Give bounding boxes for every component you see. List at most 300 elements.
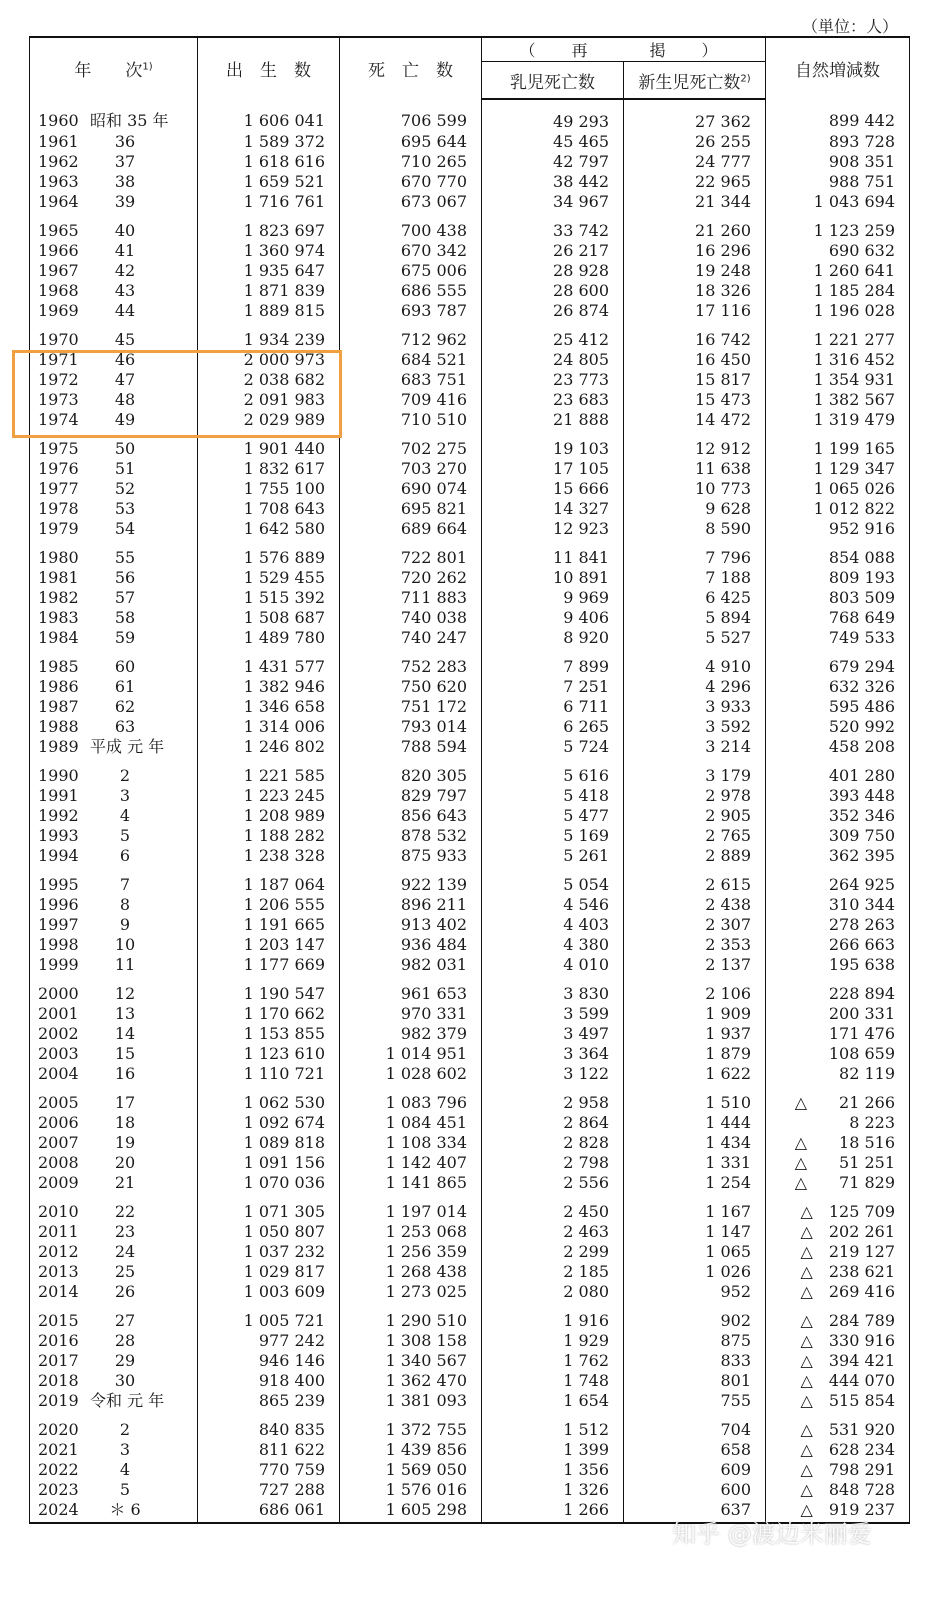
year-era: 3 bbox=[119, 786, 131, 805]
births-cell: 1 489 780 bbox=[198, 628, 340, 648]
deaths-cell: 1 362 470 bbox=[340, 1371, 482, 1391]
year-cell bbox=[30, 350, 198, 370]
year-ad: 1985 bbox=[38, 657, 79, 676]
year-ad: 1961 bbox=[38, 132, 79, 151]
births-cell: 1 606 041 bbox=[198, 99, 340, 132]
infant-deaths-cell: 4 010 bbox=[482, 955, 624, 975]
neonatal-deaths-cell: 2 353 bbox=[624, 935, 766, 955]
year-ad: 1973 bbox=[38, 390, 79, 409]
births-cell: 977 242 bbox=[198, 1331, 340, 1351]
natural-change-cell: 171 476 bbox=[766, 1024, 910, 1044]
natural-change-cell: 195 638 bbox=[766, 955, 910, 975]
year-cell bbox=[30, 955, 198, 975]
births-cell: 1 029 817 bbox=[198, 1262, 340, 1282]
natural-change-cell: △ 18 516 bbox=[766, 1133, 910, 1153]
year-cell bbox=[30, 1113, 198, 1133]
year-cell bbox=[30, 1173, 198, 1193]
infant-deaths-cell: 4 546 bbox=[482, 895, 624, 915]
year-ad: 1975 bbox=[38, 439, 79, 458]
births-cell: 1 716 761 bbox=[198, 192, 340, 212]
neonatal-deaths-cell: 16 450 bbox=[624, 350, 766, 370]
year-era: 41 bbox=[114, 241, 136, 260]
year-cell bbox=[30, 1262, 198, 1282]
year-era: 39 bbox=[114, 192, 136, 211]
year-era: ＊ 6 bbox=[109, 1500, 141, 1519]
infant-deaths-cell: 34 967 bbox=[482, 192, 624, 212]
header-births: 出 生 数 bbox=[198, 37, 340, 99]
year-ad: 1998 bbox=[38, 935, 79, 954]
table-row bbox=[30, 1302, 910, 1331]
infant-deaths-cell: 23 773 bbox=[482, 370, 624, 390]
natural-change-cell: 278 263 bbox=[766, 915, 910, 935]
year-cell bbox=[30, 826, 198, 846]
deaths-cell: 1 084 451 bbox=[340, 1113, 482, 1133]
neonatal-deaths-cell: 3 179 bbox=[624, 757, 766, 786]
year-cell bbox=[30, 717, 198, 737]
infant-deaths-cell: 5 169 bbox=[482, 826, 624, 846]
births-cell: 811 622 bbox=[198, 1440, 340, 1460]
deaths-cell: 722 801 bbox=[340, 539, 482, 568]
year-cell bbox=[30, 410, 198, 430]
year-ad: 2009 bbox=[38, 1173, 79, 1192]
infant-deaths-cell: 5 616 bbox=[482, 757, 624, 786]
natural-change-cell: 458 208 bbox=[766, 737, 910, 757]
deaths-cell: 1 381 093 bbox=[340, 1391, 482, 1411]
births-cell: 2 000 973 bbox=[198, 350, 340, 370]
natural-change-cell: 401 280 bbox=[766, 757, 910, 786]
year-cell bbox=[30, 1222, 198, 1242]
year-cell bbox=[30, 261, 198, 281]
births-cell: 1 576 889 bbox=[198, 539, 340, 568]
year-era: 62 bbox=[114, 697, 136, 716]
deaths-cell: 711 883 bbox=[340, 588, 482, 608]
infant-deaths-cell: 19 103 bbox=[482, 430, 624, 459]
infant-deaths-cell: 5 477 bbox=[482, 806, 624, 826]
year-era: 14 bbox=[114, 1024, 136, 1043]
births-cell: 1 642 580 bbox=[198, 519, 340, 539]
infant-deaths-cell: 3 122 bbox=[482, 1064, 624, 1084]
table-row bbox=[30, 1173, 910, 1193]
deaths-cell: 1 014 951 bbox=[340, 1044, 482, 1064]
neonatal-deaths-cell: 21 344 bbox=[624, 192, 766, 212]
year-cell bbox=[30, 1193, 198, 1222]
natural-change-cell: 1 221 277 bbox=[766, 321, 910, 350]
year-era: 43 bbox=[114, 281, 136, 300]
year-era: 56 bbox=[114, 568, 136, 587]
neonatal-deaths-cell: 1 434 bbox=[624, 1133, 766, 1153]
births-cell: 1 529 455 bbox=[198, 568, 340, 588]
deaths-cell: 693 787 bbox=[340, 301, 482, 321]
infant-deaths-cell: 2 463 bbox=[482, 1222, 624, 1242]
natural-change-cell: 595 486 bbox=[766, 697, 910, 717]
deaths-cell: 1 576 016 bbox=[340, 1480, 482, 1500]
neonatal-deaths-cell: 10 773 bbox=[624, 479, 766, 499]
deaths-cell: 982 379 bbox=[340, 1024, 482, 1044]
year-era: 13 bbox=[114, 1004, 136, 1023]
year-cell bbox=[30, 697, 198, 717]
births-cell: 1 170 662 bbox=[198, 1004, 340, 1024]
infant-deaths-cell: 2 864 bbox=[482, 1113, 624, 1133]
natural-change-cell: 749 533 bbox=[766, 628, 910, 648]
deaths-cell: 878 532 bbox=[340, 826, 482, 846]
births-cell: 840 835 bbox=[198, 1411, 340, 1440]
natural-change-cell: 8 223 bbox=[766, 1113, 910, 1133]
year-cell bbox=[30, 430, 198, 459]
table-row bbox=[30, 1113, 910, 1133]
year-era: 17 bbox=[114, 1093, 136, 1112]
deaths-cell: 793 014 bbox=[340, 717, 482, 737]
neonatal-deaths-cell: 3 592 bbox=[624, 717, 766, 737]
neonatal-deaths-cell: 15 817 bbox=[624, 370, 766, 390]
infant-deaths-cell: 42 797 bbox=[482, 152, 624, 172]
births-cell: 1 708 643 bbox=[198, 499, 340, 519]
year-era: 37 bbox=[114, 152, 136, 171]
table-row bbox=[30, 568, 910, 588]
deaths-cell: 1 028 602 bbox=[340, 1064, 482, 1084]
births-cell: 1 062 530 bbox=[198, 1084, 340, 1113]
infant-deaths-cell: 1 654 bbox=[482, 1391, 624, 1411]
neonatal-deaths-cell: 17 116 bbox=[624, 301, 766, 321]
table-row bbox=[30, 1064, 910, 1084]
neonatal-deaths-cell: 2 615 bbox=[624, 866, 766, 895]
deaths-cell: 740 038 bbox=[340, 608, 482, 628]
natural-change-cell: △ 51 251 bbox=[766, 1153, 910, 1173]
deaths-cell: 712 962 bbox=[340, 321, 482, 350]
births-cell: 1 003 609 bbox=[198, 1282, 340, 1302]
deaths-cell: 740 247 bbox=[340, 628, 482, 648]
infant-deaths-cell: 23 683 bbox=[482, 390, 624, 410]
infant-deaths-cell: 26 217 bbox=[482, 241, 624, 261]
table-row bbox=[30, 1480, 910, 1500]
year-era: 平成 元 年 bbox=[90, 737, 165, 756]
year-era: 3 bbox=[119, 1440, 131, 1459]
header-year-label: 年 次 bbox=[74, 61, 143, 81]
year-ad: 1969 bbox=[38, 301, 79, 320]
neonatal-deaths-cell: 5 527 bbox=[624, 628, 766, 648]
natural-change-cell: △ 628 234 bbox=[766, 1440, 910, 1460]
table-row bbox=[30, 321, 910, 350]
year-cell bbox=[30, 737, 198, 757]
year-era: 47 bbox=[114, 370, 136, 389]
table-body bbox=[30, 99, 910, 1523]
year-ad: 2011 bbox=[38, 1222, 79, 1241]
neonatal-deaths-cell: 902 bbox=[624, 1302, 766, 1331]
deaths-cell: 1 340 567 bbox=[340, 1351, 482, 1371]
year-ad: 2013 bbox=[38, 1262, 79, 1281]
year-cell bbox=[30, 1331, 198, 1351]
table-row bbox=[30, 281, 910, 301]
deaths-cell: 689 664 bbox=[340, 519, 482, 539]
neonatal-deaths-cell: 5 894 bbox=[624, 608, 766, 628]
neonatal-deaths-cell: 15 473 bbox=[624, 390, 766, 410]
neonatal-deaths-cell: 14 472 bbox=[624, 410, 766, 430]
births-cell: 1 935 647 bbox=[198, 261, 340, 281]
infant-deaths-cell: 5 261 bbox=[482, 846, 624, 866]
natural-change-cell: 952 916 bbox=[766, 519, 910, 539]
year-era: 63 bbox=[114, 717, 136, 736]
year-era: 49 bbox=[114, 410, 136, 429]
births-cell: 1 123 610 bbox=[198, 1044, 340, 1064]
year-ad: 1964 bbox=[38, 192, 79, 211]
year-cell bbox=[30, 192, 198, 212]
infant-deaths-cell: 5 054 bbox=[482, 866, 624, 895]
natural-change-cell: 803 509 bbox=[766, 588, 910, 608]
table-row bbox=[30, 1262, 910, 1282]
deaths-cell: 1 308 158 bbox=[340, 1331, 482, 1351]
year-era: 20 bbox=[114, 1153, 136, 1172]
year-ad: 1962 bbox=[38, 152, 79, 171]
year-ad: 1965 bbox=[38, 221, 79, 240]
year-ad: 2017 bbox=[38, 1351, 79, 1370]
year-ad: 2018 bbox=[38, 1371, 79, 1390]
year-ad: 2000 bbox=[38, 984, 79, 1003]
table-row bbox=[30, 697, 910, 717]
births-cell: 770 759 bbox=[198, 1460, 340, 1480]
header-infant-deaths: 乳児死亡数 bbox=[482, 62, 624, 100]
year-cell bbox=[30, 1391, 198, 1411]
table-row bbox=[30, 1440, 910, 1460]
deaths-cell: 709 416 bbox=[340, 390, 482, 410]
year-cell bbox=[30, 1440, 198, 1460]
infant-deaths-cell: 4 403 bbox=[482, 915, 624, 935]
infant-deaths-cell: 10 891 bbox=[482, 568, 624, 588]
infant-deaths-cell: 28 928 bbox=[482, 261, 624, 281]
neonatal-deaths-cell: 833 bbox=[624, 1351, 766, 1371]
births-cell: 1 223 245 bbox=[198, 786, 340, 806]
births-cell: 686 061 bbox=[198, 1500, 340, 1523]
neonatal-deaths-cell: 2 889 bbox=[624, 846, 766, 866]
deaths-cell: 703 270 bbox=[340, 459, 482, 479]
births-cell: 1 050 807 bbox=[198, 1222, 340, 1242]
natural-change-cell: △ 531 920 bbox=[766, 1411, 910, 1440]
year-era: 22 bbox=[114, 1202, 136, 1221]
year-ad: 2004 bbox=[38, 1064, 79, 1083]
natural-change-cell: 988 751 bbox=[766, 172, 910, 192]
deaths-cell: 1 273 025 bbox=[340, 1282, 482, 1302]
births-cell: 1 246 802 bbox=[198, 737, 340, 757]
births-cell: 1 382 946 bbox=[198, 677, 340, 697]
year-cell bbox=[30, 99, 198, 132]
table-row bbox=[30, 588, 910, 608]
natural-change-cell: △ 330 916 bbox=[766, 1331, 910, 1351]
year-ad: 1990 bbox=[38, 766, 79, 785]
year-cell bbox=[30, 1302, 198, 1331]
births-cell: 1 832 617 bbox=[198, 459, 340, 479]
year-ad: 1976 bbox=[38, 459, 79, 478]
year-cell bbox=[30, 1084, 198, 1113]
year-cell bbox=[30, 212, 198, 241]
neonatal-deaths-cell: 26 255 bbox=[624, 132, 766, 152]
year-ad: 1993 bbox=[38, 826, 79, 845]
natural-change-cell: △ 798 291 bbox=[766, 1460, 910, 1480]
neonatal-deaths-cell: 1 026 bbox=[624, 1262, 766, 1282]
natural-change-cell: 1 382 567 bbox=[766, 390, 910, 410]
year-cell bbox=[30, 539, 198, 568]
year-era: 15 bbox=[114, 1044, 136, 1063]
neonatal-deaths-cell: 6 425 bbox=[624, 588, 766, 608]
deaths-cell: 695 821 bbox=[340, 499, 482, 519]
year-era: 16 bbox=[114, 1064, 136, 1083]
deaths-cell: 710 265 bbox=[340, 152, 482, 172]
neonatal-deaths-cell: 21 260 bbox=[624, 212, 766, 241]
deaths-cell: 750 620 bbox=[340, 677, 482, 697]
neonatal-deaths-cell: 4 910 bbox=[624, 648, 766, 677]
natural-change-cell: 1 316 452 bbox=[766, 350, 910, 370]
header-neonatal-deaths bbox=[624, 62, 766, 100]
deaths-cell: 751 172 bbox=[340, 697, 482, 717]
births-cell: 1 005 721 bbox=[198, 1302, 340, 1331]
table-row bbox=[30, 1084, 910, 1113]
year-cell bbox=[30, 568, 198, 588]
natural-change-cell: 362 395 bbox=[766, 846, 910, 866]
table-row bbox=[30, 99, 910, 132]
year-cell bbox=[30, 1024, 198, 1044]
deaths-cell: 695 644 bbox=[340, 132, 482, 152]
infant-deaths-cell: 1 326 bbox=[482, 1480, 624, 1500]
natural-change-cell: 82 119 bbox=[766, 1064, 910, 1084]
year-cell bbox=[30, 390, 198, 410]
deaths-cell: 706 599 bbox=[340, 99, 482, 132]
natural-change-cell: 520 992 bbox=[766, 717, 910, 737]
year-era: 30 bbox=[114, 1371, 136, 1390]
year-ad: 1972 bbox=[38, 370, 79, 389]
neonatal-deaths-cell: 11 638 bbox=[624, 459, 766, 479]
infant-deaths-cell: 33 742 bbox=[482, 212, 624, 241]
neonatal-deaths-cell: 12 912 bbox=[624, 430, 766, 459]
births-cell: 727 288 bbox=[198, 1480, 340, 1500]
year-cell bbox=[30, 479, 198, 499]
year-ad: 2008 bbox=[38, 1153, 79, 1172]
infant-deaths-cell: 38 442 bbox=[482, 172, 624, 192]
births-cell: 1 618 616 bbox=[198, 152, 340, 172]
year-cell bbox=[30, 132, 198, 152]
year-ad: 2002 bbox=[38, 1024, 79, 1043]
year-era: 55 bbox=[114, 548, 136, 567]
table-row bbox=[30, 895, 910, 915]
births-cell: 1 091 156 bbox=[198, 1153, 340, 1173]
table-row bbox=[30, 410, 910, 430]
births-cell: 1 187 064 bbox=[198, 866, 340, 895]
header-deaths: 死 亡 数 bbox=[340, 37, 482, 99]
infant-deaths-cell: 1 399 bbox=[482, 1440, 624, 1460]
births-cell: 1 153 855 bbox=[198, 1024, 340, 1044]
births-cell: 1 190 547 bbox=[198, 975, 340, 1004]
births-cell: 1 901 440 bbox=[198, 430, 340, 459]
deaths-cell: 700 438 bbox=[340, 212, 482, 241]
table-row bbox=[30, 539, 910, 568]
year-cell bbox=[30, 1351, 198, 1371]
table-row bbox=[30, 1411, 910, 1440]
year-cell bbox=[30, 786, 198, 806]
year-ad: 2001 bbox=[38, 1004, 79, 1023]
natural-change-cell: △ 515 854 bbox=[766, 1391, 910, 1411]
year-era: 10 bbox=[114, 935, 136, 954]
natural-change-cell: 310 344 bbox=[766, 895, 910, 915]
births-cell: 946 146 bbox=[198, 1351, 340, 1371]
table-row bbox=[30, 757, 910, 786]
infant-deaths-cell: 2 798 bbox=[482, 1153, 624, 1173]
natural-change-cell: 309 750 bbox=[766, 826, 910, 846]
natural-change-cell: 1 043 694 bbox=[766, 192, 910, 212]
year-ad: 1986 bbox=[38, 677, 79, 696]
year-cell bbox=[30, 975, 198, 1004]
year-cell bbox=[30, 1282, 198, 1302]
infant-deaths-cell: 25 412 bbox=[482, 321, 624, 350]
year-cell bbox=[30, 1004, 198, 1024]
year-ad: 1963 bbox=[38, 172, 79, 191]
year-cell bbox=[30, 1460, 198, 1480]
neonatal-deaths-cell: 22 965 bbox=[624, 172, 766, 192]
infant-deaths-cell: 14 327 bbox=[482, 499, 624, 519]
year-cell bbox=[30, 1371, 198, 1391]
natural-change-cell: △ 238 621 bbox=[766, 1262, 910, 1282]
table-row bbox=[30, 935, 910, 955]
neonatal-deaths-cell: 1 254 bbox=[624, 1173, 766, 1193]
natural-change-cell: 1 185 284 bbox=[766, 281, 910, 301]
deaths-cell: 961 653 bbox=[340, 975, 482, 1004]
table-row bbox=[30, 955, 910, 975]
infant-deaths-cell: 1 512 bbox=[482, 1411, 624, 1440]
natural-change-cell: 893 728 bbox=[766, 132, 910, 152]
neonatal-deaths-cell: 1 444 bbox=[624, 1113, 766, 1133]
births-cell: 1 431 577 bbox=[198, 648, 340, 677]
births-cell: 1 314 006 bbox=[198, 717, 340, 737]
natural-change-cell: 108 659 bbox=[766, 1044, 910, 1064]
year-era: 21 bbox=[114, 1173, 136, 1192]
natural-change-cell: 768 649 bbox=[766, 608, 910, 628]
deaths-cell: 856 643 bbox=[340, 806, 482, 826]
year-ad: 1978 bbox=[38, 499, 79, 518]
neonatal-deaths-cell: 2 765 bbox=[624, 826, 766, 846]
infant-deaths-cell: 9 969 bbox=[482, 588, 624, 608]
births-cell: 1 346 658 bbox=[198, 697, 340, 717]
neonatal-deaths-cell: 1 909 bbox=[624, 1004, 766, 1024]
neonatal-deaths-cell: 1 167 bbox=[624, 1193, 766, 1222]
header-natural-change: 自然増減数 bbox=[766, 37, 910, 99]
deaths-cell: 720 262 bbox=[340, 568, 482, 588]
table-row bbox=[30, 1242, 910, 1262]
infant-deaths-cell: 8 920 bbox=[482, 628, 624, 648]
neonatal-deaths-cell: 27 362 bbox=[624, 99, 766, 132]
year-era: 26 bbox=[114, 1282, 136, 1301]
births-cell: 1 203 147 bbox=[198, 935, 340, 955]
deaths-cell: 670 342 bbox=[340, 241, 482, 261]
year-era: 40 bbox=[114, 221, 136, 240]
year-ad: 2010 bbox=[38, 1202, 79, 1221]
year-ad: 1999 bbox=[38, 955, 79, 974]
natural-change-cell: 264 925 bbox=[766, 866, 910, 895]
year-cell bbox=[30, 321, 198, 350]
births-cell: 1 206 555 bbox=[198, 895, 340, 915]
deaths-cell: 1 290 510 bbox=[340, 1302, 482, 1331]
table-row bbox=[30, 1222, 910, 1242]
deaths-cell: 820 305 bbox=[340, 757, 482, 786]
infant-deaths-cell: 1 929 bbox=[482, 1331, 624, 1351]
table-row bbox=[30, 390, 910, 410]
year-cell bbox=[30, 588, 198, 608]
neonatal-deaths-cell: 704 bbox=[624, 1411, 766, 1440]
year-ad: 1994 bbox=[38, 846, 79, 865]
year-cell bbox=[30, 519, 198, 539]
year-ad: 1983 bbox=[38, 608, 79, 627]
natural-change-cell: △ 125 709 bbox=[766, 1193, 910, 1222]
infant-deaths-cell: 17 105 bbox=[482, 459, 624, 479]
births-cell: 2 038 682 bbox=[198, 370, 340, 390]
natural-change-cell: 1 065 026 bbox=[766, 479, 910, 499]
table-row bbox=[30, 717, 910, 737]
year-ad: 1971 bbox=[38, 350, 79, 369]
deaths-cell: 1 372 755 bbox=[340, 1411, 482, 1440]
